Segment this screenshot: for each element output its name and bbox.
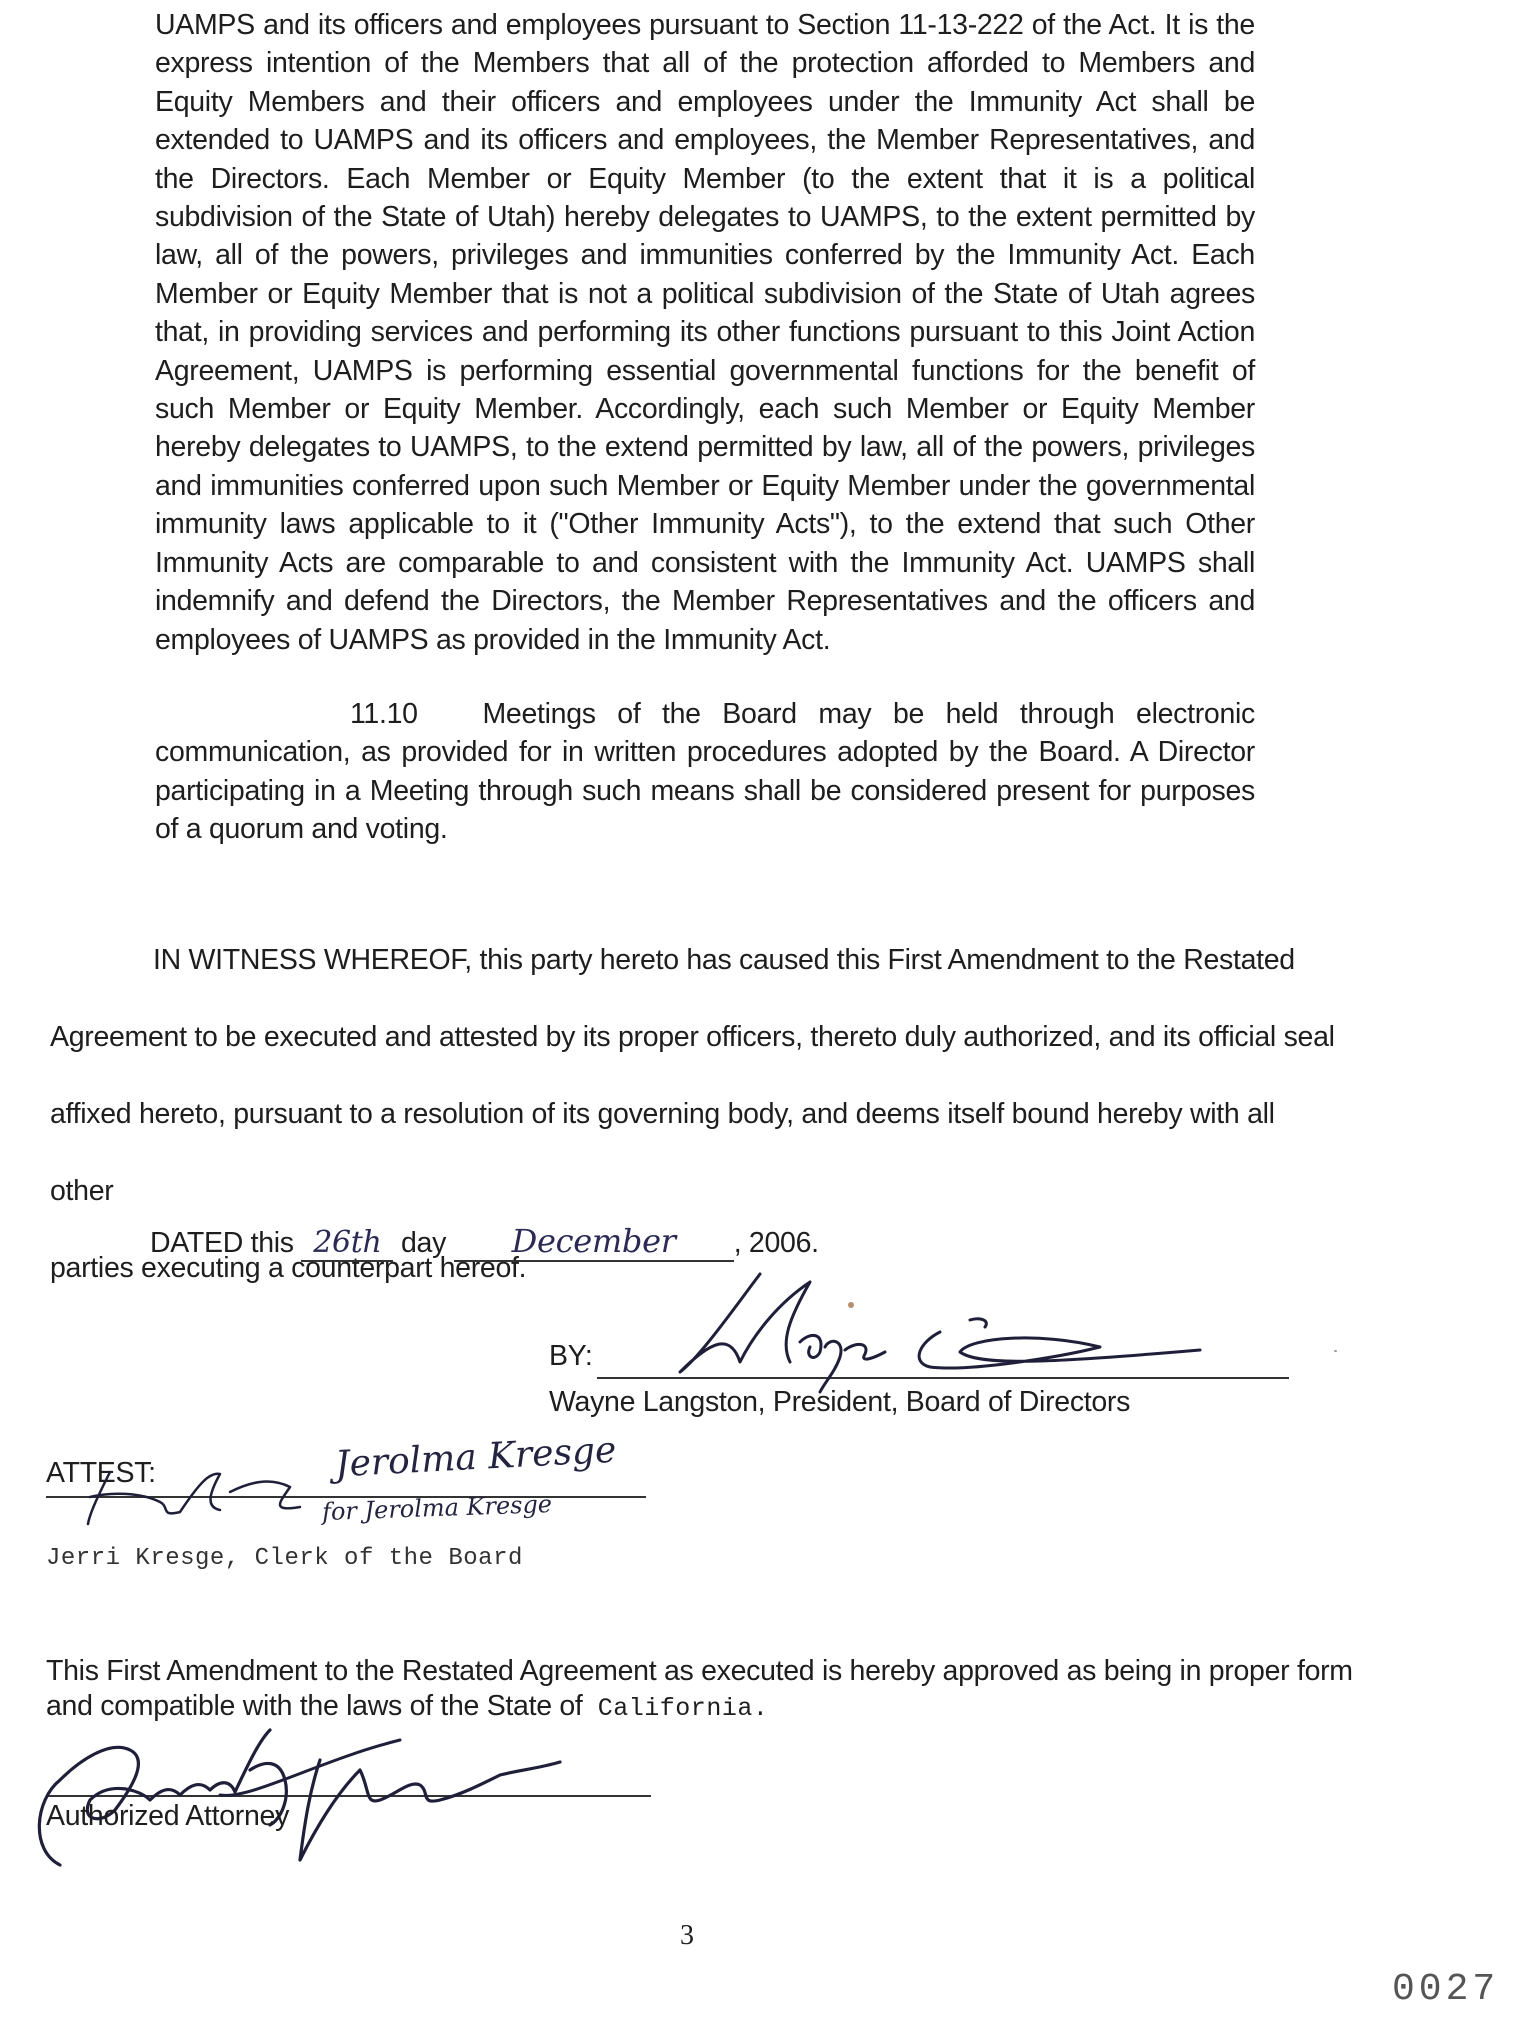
witness-line-3: affixed hereto, pursuant to a resolution of its governing body, and deems itself bound hereby with all other bbox=[50, 1098, 1275, 1207]
section-11-10-paragraph bbox=[155, 695, 1255, 849]
scan-speck bbox=[1334, 1350, 1337, 1352]
president-signature bbox=[640, 1262, 1260, 1402]
document-stamp-number: 0027 bbox=[1392, 1968, 1500, 2011]
dated-year: , 2006. bbox=[733, 1227, 819, 1259]
attest-name: Jerri Kresge, Clerk of the Board bbox=[46, 1545, 523, 1572]
section-11-9-paragraph: UAMPS and its officers and employees pursuant to Section 11-13-222 of the Act. It is the express intention of the Members that all of the protection afforded to Members and Equity Members and their officers and employees under the Immunity Act shall be extended to UAMPS and its officers and employees, the Member Representatives, and the Directors. Each Member or Equity Member (to the extent that it is a political subdivision of the State of Utah) hereby delegates to UAMPS, to the extent permitted by law, all of the powers, privileges and immunities conferred by the Immunity Act. Each Member or Equity Member that is not a political subdivision of the State of Utah agrees that, in providing services and performing its other functions pursuant to this Joint Action Agreement, UAMPS is performing essential governmental functions for the benefit of such Member or Equity Member. Accordingly, each such Member or Equity Member hereby delegates to UAMPS, to the extend permitted by law, all of the powers, privileges and immunities conferred upon such Member or Equity Member under the governmental immunity laws applicable to it ("Other Immunity Acts"), to the extend that such Other Immunity Acts are comparable to and consistent with the Immunity Act. UAMPS shall indemnify and defend the Directors, the Member Representatives and the officers and employees of UAMPS as provided in the Immunity Act. bbox=[155, 9, 1255, 656]
section-number: 11.10 bbox=[350, 698, 418, 730]
approval-text: and compatible with the laws of the State of bbox=[46, 1690, 583, 1722]
attorney-label: Authorized Attorney bbox=[46, 1800, 290, 1832]
attest-label: ATTEST: bbox=[46, 1457, 156, 1489]
dated-day-word: day bbox=[401, 1227, 447, 1259]
witness-line-4: parties executing a counterpart hereof. bbox=[50, 1252, 527, 1284]
by-signer-name: Wayne Langston, President, Board of Directors bbox=[549, 1386, 1131, 1418]
page-number: 3 bbox=[680, 1920, 694, 1951]
dated-prefix: DATED this bbox=[150, 1227, 294, 1259]
dated-day-field bbox=[301, 1225, 393, 1262]
dated-month-handwritten: December bbox=[511, 1222, 676, 1260]
dated-month-field bbox=[454, 1222, 734, 1262]
scan-speck bbox=[848, 1302, 854, 1308]
witness-line-1: IN WITNESS WHEREOF, this party hereto has caused this First Amendment to the Restated bbox=[153, 944, 1295, 976]
by-label: BY: bbox=[549, 1340, 593, 1372]
approval-line-1: This First Amendment to the Restated Agreement as executed is hereby approved as being in proper form bbox=[46, 1655, 1353, 1687]
attorney-signature bbox=[20, 1700, 580, 1870]
approval-state: California. bbox=[597, 1694, 769, 1723]
witness-line-2: Agreement to be executed and attested by its proper officers, thereto duly authorized, and its official seal bbox=[50, 1021, 1335, 1053]
attest-handwritten-note: for Jerolma Kresge bbox=[321, 1489, 553, 1527]
dated-line bbox=[150, 1222, 819, 1262]
dated-day-handwritten: 26th bbox=[313, 1225, 382, 1260]
attest-initial-signature bbox=[60, 1462, 340, 1532]
section-11-10-text: Meetings of the Board may be held through electronic communication, as provided for in written procedures adopted by the Board. A Director participating in a Meeting through such means shall be considered present for purposes of a quorum and voting. bbox=[155, 698, 1255, 846]
attest-handwritten-name: Jerolma Kresge bbox=[334, 1429, 618, 1486]
